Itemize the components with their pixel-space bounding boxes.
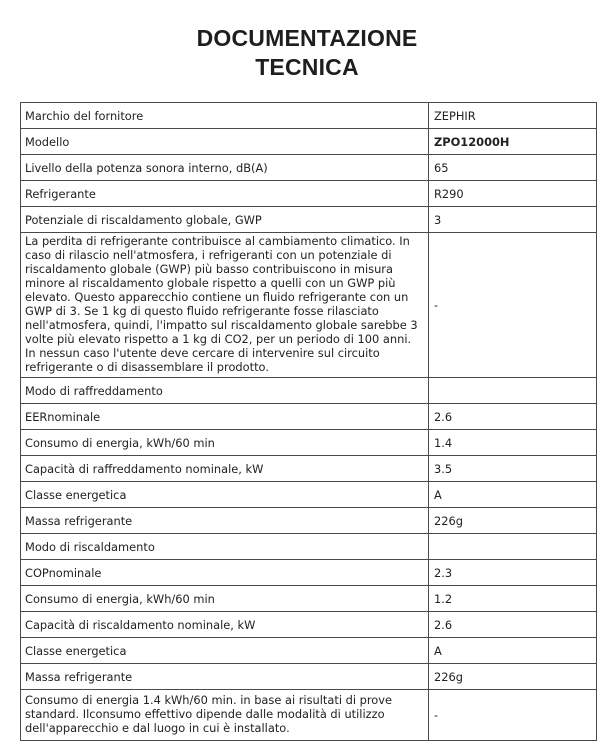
row-consumption-note [21, 690, 597, 741]
row-label: Consumo di energia 1.4 kWh/60 min. in base ai risultati di prove standard. Ilconsumo effettivo dipende dalle modalità di utilizzo dell'apparecchio e dal luogo in cui è installato. [21, 690, 429, 741]
row-value: 226g [429, 664, 597, 690]
row-label: Marchio del fornitore [21, 103, 429, 129]
row-label: Massa refrigerante [21, 664, 429, 690]
row-cooling-mode [21, 378, 597, 404]
row-label: Potenziale di riscaldamento globale, GWP [21, 207, 429, 233]
title-line-1: DOCUMENTAZIONE [196, 25, 418, 51]
row-value: 2.3 [429, 560, 597, 586]
row-value: - [429, 233, 597, 378]
title-line-2: TECNICA [255, 54, 359, 80]
row-value: 1.2 [429, 586, 597, 612]
row-label: Modello [21, 129, 429, 155]
row-heating-refrigerant-mass [21, 664, 597, 690]
row-eer [21, 404, 597, 430]
row-refrigerant [21, 181, 597, 207]
row-label: Consumo di energia, kWh/60 min [21, 430, 429, 456]
row-label: Classe energetica [21, 482, 429, 508]
row-value [429, 378, 597, 404]
row-value: ZPO12000H [429, 129, 597, 155]
row-cooling-capacity [21, 456, 597, 482]
row-label: Classe energetica [21, 638, 429, 664]
row-value: 226g [429, 508, 597, 534]
row-label: Modo di raffreddamento [21, 378, 429, 404]
row-label: Refrigerante [21, 181, 429, 207]
document-title [0, 24, 608, 82]
row-value: 2.6 [429, 404, 597, 430]
row-cop [21, 560, 597, 586]
row-value: 3.5 [429, 456, 597, 482]
row-label: Modo di riscaldamento [21, 534, 429, 560]
row-heating-mode [21, 534, 597, 560]
row-label: Capacità di riscaldamento nominale, kW [21, 612, 429, 638]
row-value: 65 [429, 155, 597, 181]
row-value: A [429, 638, 597, 664]
row-value: 1.4 [429, 430, 597, 456]
row-label: Capacità di raffreddamento nominale, kW [21, 456, 429, 482]
spec-table [20, 102, 597, 741]
row-label: Massa refrigerante [21, 508, 429, 534]
row-model [21, 129, 597, 155]
row-label: EERnominale [21, 404, 429, 430]
row-heating-consumption [21, 586, 597, 612]
row-label: Livello della potenza sonora interno, dB(A) [21, 155, 429, 181]
row-gwp [21, 207, 597, 233]
row-cooling-consumption [21, 430, 597, 456]
row-heating-energy-class [21, 638, 597, 664]
row-value: 3 [429, 207, 597, 233]
row-refrigerant-notice [21, 233, 597, 378]
row-value [429, 534, 597, 560]
row-sound-power [21, 155, 597, 181]
row-value: R290 [429, 181, 597, 207]
row-label: COPnominale [21, 560, 429, 586]
row-brand [21, 103, 597, 129]
row-value: A [429, 482, 597, 508]
row-value: ZEPHIR [429, 103, 597, 129]
row-heating-capacity [21, 612, 597, 638]
row-value: 2.6 [429, 612, 597, 638]
row-label: La perdita di refrigerante contribuisce al cambiamento climatico. In caso di rilascio nell'atmosfera, i refrigeranti con un potenziale di riscaldamento globale (GWP) più basso contribuiscono in misura minore al riscaldamento globale rispetto a quelli con un GWP più elevato. Questo apparecchio contiene un fluido refrigerante con un GWP di 3. Se 1 kg di questo fluido refrigerante fosse rilasciato nell'atmosfera, quindi, l'impatto sul riscaldamento globale sarebbe 3 volte più elevato rispetto a 1 kg di CO2, per un periodo di 100 anni. In nessun caso l'utente deve cercare di intervenire sul circuito refrigerante o di disassemblare il prodotto. [21, 233, 429, 378]
row-value: - [429, 690, 597, 741]
row-label: Consumo di energia, kWh/60 min [21, 586, 429, 612]
row-cooling-energy-class [21, 482, 597, 508]
row-cooling-refrigerant-mass [21, 508, 597, 534]
